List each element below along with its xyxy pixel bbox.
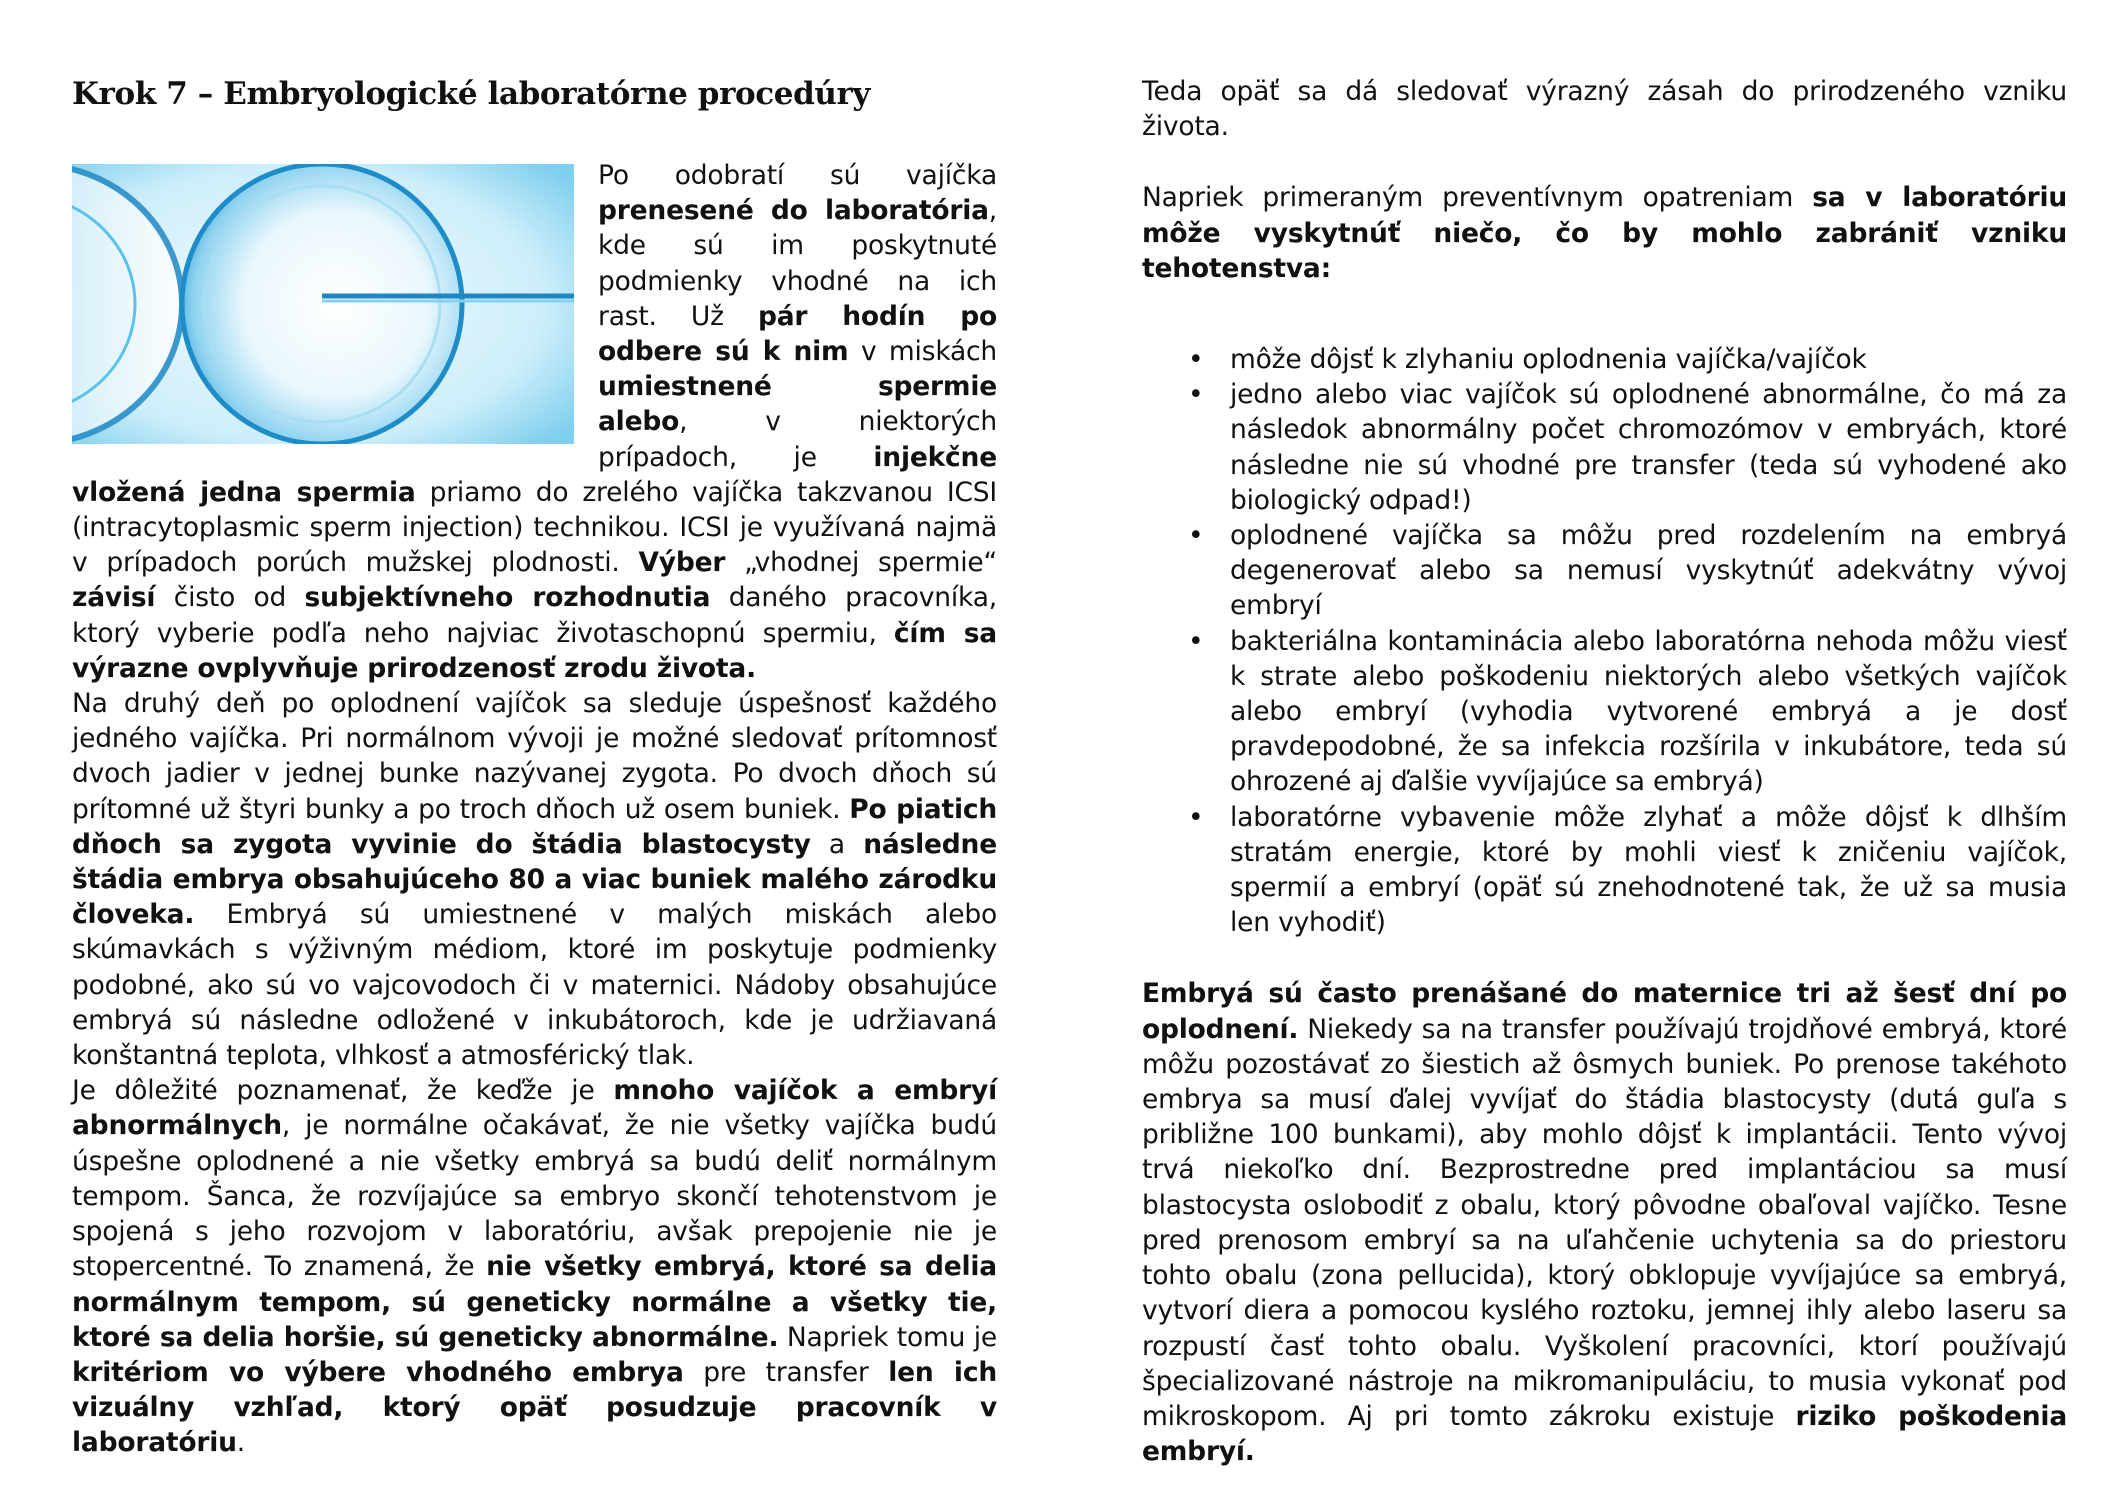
text-run: , v niektorých prípadoch, je <box>598 406 997 473</box>
text-run: Embryá sú umiestnené v malých miskách alebo skúmavkách s výživným médiom, ktoré im poskytuje podmienky podobné, ako sú vo vajcovodoch či v maternici. Nádoby obsahujúce embryá sú následne odložené v inkubátoroch, kde je udržiavaná konštantná teplota, vlhkosť a atmosférický tlak. <box>72 899 997 1072</box>
right-column <box>1142 0 2067 1469</box>
text-run: Teda opäť sa dá sledovať výrazný zásah do prirodzeného vzniku života. <box>1142 76 2067 143</box>
paragraph <box>1142 976 2067 1469</box>
text-run: pre transfer <box>683 1356 889 1388</box>
list-item: • oplodnené vajíčka sa môžu pred rozdelením na embryá degenerovať alebo sa nemusí vyskytnúť adekvátny vývoj embryí <box>1230 518 2067 624</box>
text-run: Po odobratí sú vajíčka <box>598 160 997 191</box>
left-column <box>72 0 997 1461</box>
paragraph <box>72 158 997 686</box>
bold-text-run: závisí <box>72 582 156 614</box>
egg-cell-illustration <box>72 164 574 444</box>
bold-text-run: injekčne vložená jedna spermia <box>72 441 997 508</box>
text-run: daného pracovníka, ktorý vyberie podľa neho najviac životaschopnú spermiu, <box>72 582 997 649</box>
text-run: , je normálne očakávať, že nie všetky vajíčka budú úspešne oplodnené a nie všetky embryá sa budú deliť normálnym tempom. Šanca, že rozvíjajúce sa embryo skončí tehotenstvom je spojená s jeho rozvojom v laboratóriu, avšak prepojenie nie je stopercentné. To znamená, že <box>72 1110 997 1283</box>
bold-text-run: riziko poškodenia embryí. <box>1142 1400 2067 1468</box>
risk-list <box>1142 342 2067 940</box>
bold-text-run: Embryá sú často prenášané do maternice tri až šesť dní po oplodnení. <box>1142 978 2067 1045</box>
paragraph <box>1142 74 2067 144</box>
text-run: Je dôležité poznamenať, že keďže je <box>72 1075 614 1107</box>
paragraph <box>1142 180 2067 286</box>
bold-text-run: len ich vizuálny vzhľad, ktorý opäť posudzuje pracovník v laboratóriu <box>72 1356 997 1459</box>
section-heading: Krok 7 – Embryologické laboratórne procedúry <box>72 76 871 112</box>
text-run: . <box>236 1427 246 1459</box>
text-run: Napriek tomu je <box>778 1321 997 1353</box>
list-item: • laboratórne vybavenie môže zlyhať a môže dôjsť k dlhším stratám energie, ktoré by mohli viesť k zničeniu vajíčok, spermií a embryí (opäť sú znehodnotené tak, že už sa musia len vyhodiť) <box>1230 800 2067 941</box>
bold-text-run: Po piatich dňoch sa zygota vyvinie do štádia blastocysty <box>72 793 997 860</box>
bold-text-run: Výber <box>638 547 726 579</box>
paragraph <box>72 1073 997 1460</box>
bold-text-run: čím sa výrazne ovplyvňuje prirodzenosť zrodu života. <box>72 617 997 684</box>
text-run: priamo do zrelého vajíčka takzvanou ICSI (intracytoplasmic sperm injection) technikou. ICSI je využívaná najmä v prípadoch porúch mužskej plodnosti. <box>72 476 997 579</box>
egg-cell <box>182 164 462 444</box>
text-run: Na druhý deň po oplodnení vajíčok sa sleduje úspešnosť každého jedného vajíčka. Pri normálnom vývoji je možné sledovať prítomnosť dvoch jadier v jednej bunke nazývanej zygota. Po dvoch dňoch sú prítomné už štyri bunky a po troch dňoch už osem buniek. <box>72 688 997 825</box>
paragraph <box>72 686 997 1073</box>
bold-text-run: nie všetky embryá, ktoré sa delia normálnym tempom, sú geneticky normálne a všetky tie, ktoré sa delia horšie, sú geneticky abnormálne. <box>72 1251 997 1353</box>
list-item: • bakteriálna kontaminácia alebo laboratórna nehoda môžu viesť k strate alebo poškodeniu niektorých alebo všetkých vajíčok alebo embryí (vyhodia vytvorené embryá a je dosť pravdepodobné, že sa infekcia rozšírila v inkubátore, teda sú ohrozené aj ďalšie vyvíjajúce sa embryá) <box>1230 624 2067 800</box>
text-run: Napriek primeraným preventívnym opatreniam <box>1142 182 1813 214</box>
bold-text-run: následne štádia embrya obsahujúceho 80 a viac buniek malého zárodku človeka. <box>72 828 997 931</box>
text-run: , kde sú im poskytnuté podmienky vhodné na ich rast. Už <box>598 195 997 332</box>
bold-text-run: kritériom vo výbere vhodného embrya <box>72 1356 684 1388</box>
text-run: v miskách <box>848 336 997 368</box>
text-run: a <box>810 828 864 860</box>
bold-text-run: mnoho vajíčok a embryí abnormálnych <box>72 1075 997 1142</box>
bold-text-run: pár hodín po odbere sú k nim <box>598 300 997 368</box>
bold-text-run: sa v laboratóriu môže vyskytnúť niečo, čo by mohlo zabrániť vzniku tehotenstva: <box>1142 182 2067 284</box>
list-item: • jedno alebo viac vajíčok sú oplodnené abnormálne, čo má za následok abnormálny počet chromozómov v embryách, ktoré následne nie sú vhodné pre transfer (teda sú vyhodené ako biologický odpad!) <box>1230 377 2067 518</box>
list-item: • môže dôjsť k zlyhaniu oplodnenia vajíčka/vajíčok <box>1230 342 2067 377</box>
icsi-injection-image <box>72 164 574 444</box>
text-run: „vhodnej spermie“ <box>725 547 997 579</box>
bold-text-run: prenesené do laboratória <box>598 195 989 227</box>
text-run: Niekedy sa na transfer používajú trojdňové embryá, ktoré môžu pozostávať zo šiestich až ôsmych buniek. Po prenose takéhoto embrya sa musí ďalej vyvíjať do štádia blastocysty (dutá guľa s približne 100 bunkami), aby mohlo dôjsť k implantácii. Tento vývoj trvá niekoľko dní. Bezprostredne pred implantáciou sa musí blastocysta oslobodiť z obalu, ktorý pôvodne obaľoval vajíčko. Tesne pred prenosom embryí sa na uľahčenie uchytenia sa do priestoru tohto obalu (zona pellucida), ktorý obklopuje vyvíjajúce sa embryá, vytvorí diera a pomocou kyslého roztoku, jemnej ihly alebo laseru sa rozpustí časť tohto obalu. Vyškolení pracovníci, ktorí používajú špecializované nástroje na mikromanipuláciu, to musia vykonať pod mikroskopom. Aj pri tomto zákroku existuje <box>1142 1013 2067 1432</box>
bold-text-run: subjektívneho rozhodnutia <box>304 582 711 614</box>
bold-text-run: umiestnené spermie alebo <box>598 371 997 438</box>
text-run: čisto od <box>155 582 305 614</box>
